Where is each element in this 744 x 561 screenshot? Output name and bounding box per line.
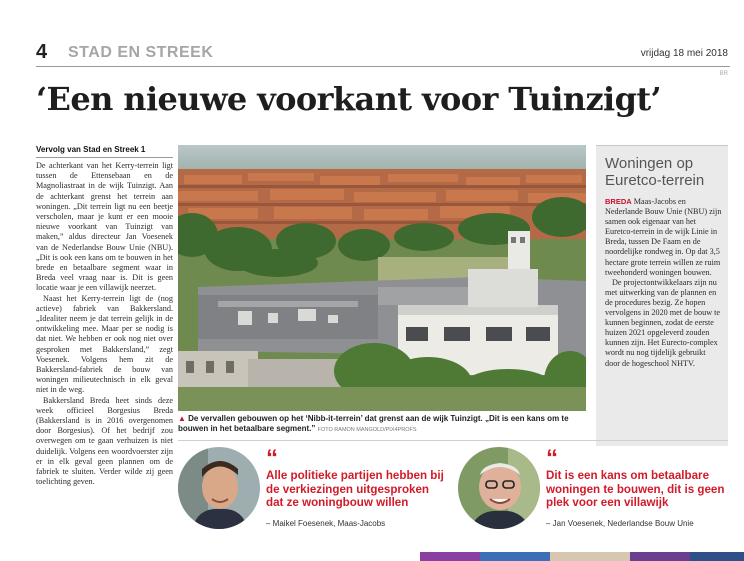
sidebar-title: Woningen op Euretco-terrein <box>605 155 705 189</box>
quote-attribution: – Jan Voesenek, Nederlandse Bouw Unie <box>546 519 694 528</box>
body-paragraph: Bakkersland Breda heet sinds deze week officieel Borgesius Breda (Bakkersland is in 2016 overgenomen door Borgesius). Of het bedrijf zou overwegen om te gaan verhuizen is niet duidelijk. Volgens een woordvoerster zijn er in elk geval geen plannen om de fabriek te sluiten. Verder wilde zij geen toelichting geven. <box>36 395 173 487</box>
caption-text: De vervallen gebouwen op het ‘Nibb-it-terrein’ dat grenst aan de wijk Tuinzigt. „Dit is een kans om te bouwen in het betaalbare segment.” <box>178 414 569 433</box>
pull-quote: Dit is een kans om betaalbare woningen te bouwen, dit is geen plek voor een villawijk <box>546 469 725 509</box>
edition-code: BR <box>719 71 728 77</box>
sidebar-dateline: BREDA <box>605 197 632 206</box>
continuation-kicker: Vervolg van Stad en Streek 1 <box>36 145 173 158</box>
aerial-photo <box>178 145 586 411</box>
section-title: STAD EN STREEK <box>68 44 214 61</box>
sidebar-paragraph: De projectontwikkelaars zijn nu met uitwerking van de plannen en de procedures bezig. Ze hopen vervolgens in 2020 met de bouw te kunnen beginnen, zodat de eerste huizen 2021 opgeleverd zouden kunnen zijn. Het Eurecto-complex wordt nu nog tijdelijk gebruikt door de hogeschool NHTV. <box>605 277 721 368</box>
avatar <box>458 447 540 529</box>
caption-marker: ▲ <box>178 414 186 423</box>
photo-caption <box>178 414 586 435</box>
pull-quote: Alle politieke partijen hebben bij de verkiezingen uitgesproken dat ze woningbouw willen <box>266 469 444 509</box>
sidebar-box <box>596 145 728 446</box>
body-paragraph: Naast het Kerry-terrein ligt de (nog actieve) fabriek van Bakkersland. „Idealiter neem je dat terrein gelijk in de ontwikkeling mee. Maar per se nodig is dat niet. We hebben er ook nog niet over gesproken met Bakkersland,” zegt Voesenek. Volgens hem zit de Bakkersland-fabriek de bouw van woningen milieutechnisch in elk geval niet in de weg. <box>36 293 173 395</box>
body-paragraph: De achterkant van het Kerry-terrein ligt tussen de Ettensebaan en de Magnoliastraat in de wijk Tuinzigt. Aan de achterkant grenst het terrein aan woningen. „Dit terrein ligt nu een beetje verscholen, maar je kunt er een mooie nieuwe voorkant van Tuinzigt van maken,” aldus directeur Jan Voesenek van de Nederlandse Bouw Unie (NBU). „Dit is ook een kans om te bouwen in het brede en betaalbare segment waar in Breda veel vraag naar is. Dit is geen locatie waar je een villawijk neerzet. <box>36 161 173 293</box>
sidebar-body <box>605 197 722 369</box>
issue-date: vrijdag 18 mei 2018 <box>640 48 728 59</box>
quote-mark-icon: “ <box>546 445 555 472</box>
next-article-strip <box>420 552 744 561</box>
header-rule <box>36 66 730 67</box>
article-body <box>36 161 173 488</box>
quote-divider <box>178 440 728 441</box>
portrait-illustration <box>458 447 540 529</box>
photo-credit: FOTO RAMON MANGOLD/PIX4PROFS <box>317 427 417 433</box>
quote-attribution: – Maikel Foesenek, Maas-Jacobs <box>266 519 386 528</box>
sidebar-paragraph: Maas-Jacobs en Nederlande Bouw Unie (NBU) zijn samen ook eigenaar van het Euretco-terrein in de wijk Linie in Breda, tussen De Faam en de noordelijke rondweg in. Op dat 3,5 hectare grote terrein willen ze ruim tweehonderd woningen bouwen. <box>605 197 722 277</box>
article-headline: ‘Een nieuwe voorkant voor Tuinzigt’ <box>36 80 662 118</box>
quote-mark-icon: “ <box>266 445 275 472</box>
page-number: 4 <box>36 41 48 63</box>
portrait-illustration <box>178 447 260 529</box>
avatar <box>178 447 260 529</box>
article-body-column <box>36 145 173 488</box>
aerial-photo-illustration <box>178 145 586 411</box>
